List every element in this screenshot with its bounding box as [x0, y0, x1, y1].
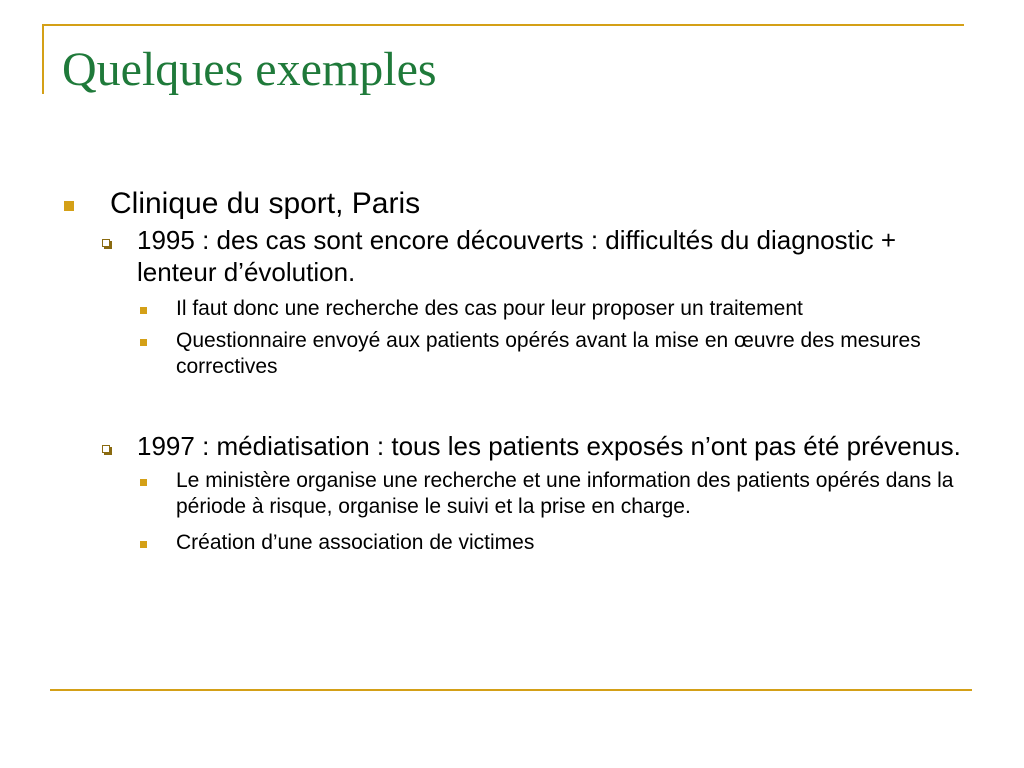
detail-bullet-recherche: [62, 296, 962, 322]
sub-bullet-text: 1997 : médiatisation : tous les patients exposés n’ont pas été prévenus.: [137, 431, 961, 461]
small-square-bullet-icon: [140, 541, 147, 548]
bottom-rule: [50, 689, 972, 691]
small-square-bullet-icon: [140, 307, 147, 314]
square-bullet-icon: [64, 201, 74, 211]
bullet-item-clinique: [62, 186, 962, 222]
small-square-bullet-icon: [140, 339, 147, 346]
bullet-text: Clinique du sport, Paris: [110, 187, 421, 220]
bullet-list: [62, 186, 962, 556]
sub-bullet-text: 1995 : des cas sont encore découverts : difficultés du diagnostic + lenteur d’évolution.: [137, 225, 897, 287]
detail-bullet-text: Questionnaire envoyé aux patients opérés avant la mise en œuvre des mesures correctives: [176, 329, 921, 378]
hollow-square-bullet-icon: [102, 239, 110, 247]
hollow-square-bullet-icon: [102, 445, 110, 453]
detail-bullet-text: Il faut donc une recherche des cas pour leur proposer un traitement: [176, 297, 803, 320]
detail-bullet-questionnaire: [62, 328, 962, 380]
sub-bullet-1997: [62, 430, 962, 462]
detail-bullet-association: [62, 530, 962, 556]
detail-bullet-text: Le ministère organise une recherche et une information des patients opérés dans la période à risque, organise le suivi et la prise en charge.: [176, 469, 954, 518]
detail-bullet-ministere: [62, 468, 962, 520]
left-rule: [42, 24, 44, 94]
top-rule: [42, 24, 964, 26]
sub-bullet-1995: [62, 224, 962, 288]
detail-bullet-text: Création d’une association de victimes: [176, 531, 535, 554]
slide-title: Quelques exemples: [62, 43, 437, 96]
small-square-bullet-icon: [140, 479, 147, 486]
